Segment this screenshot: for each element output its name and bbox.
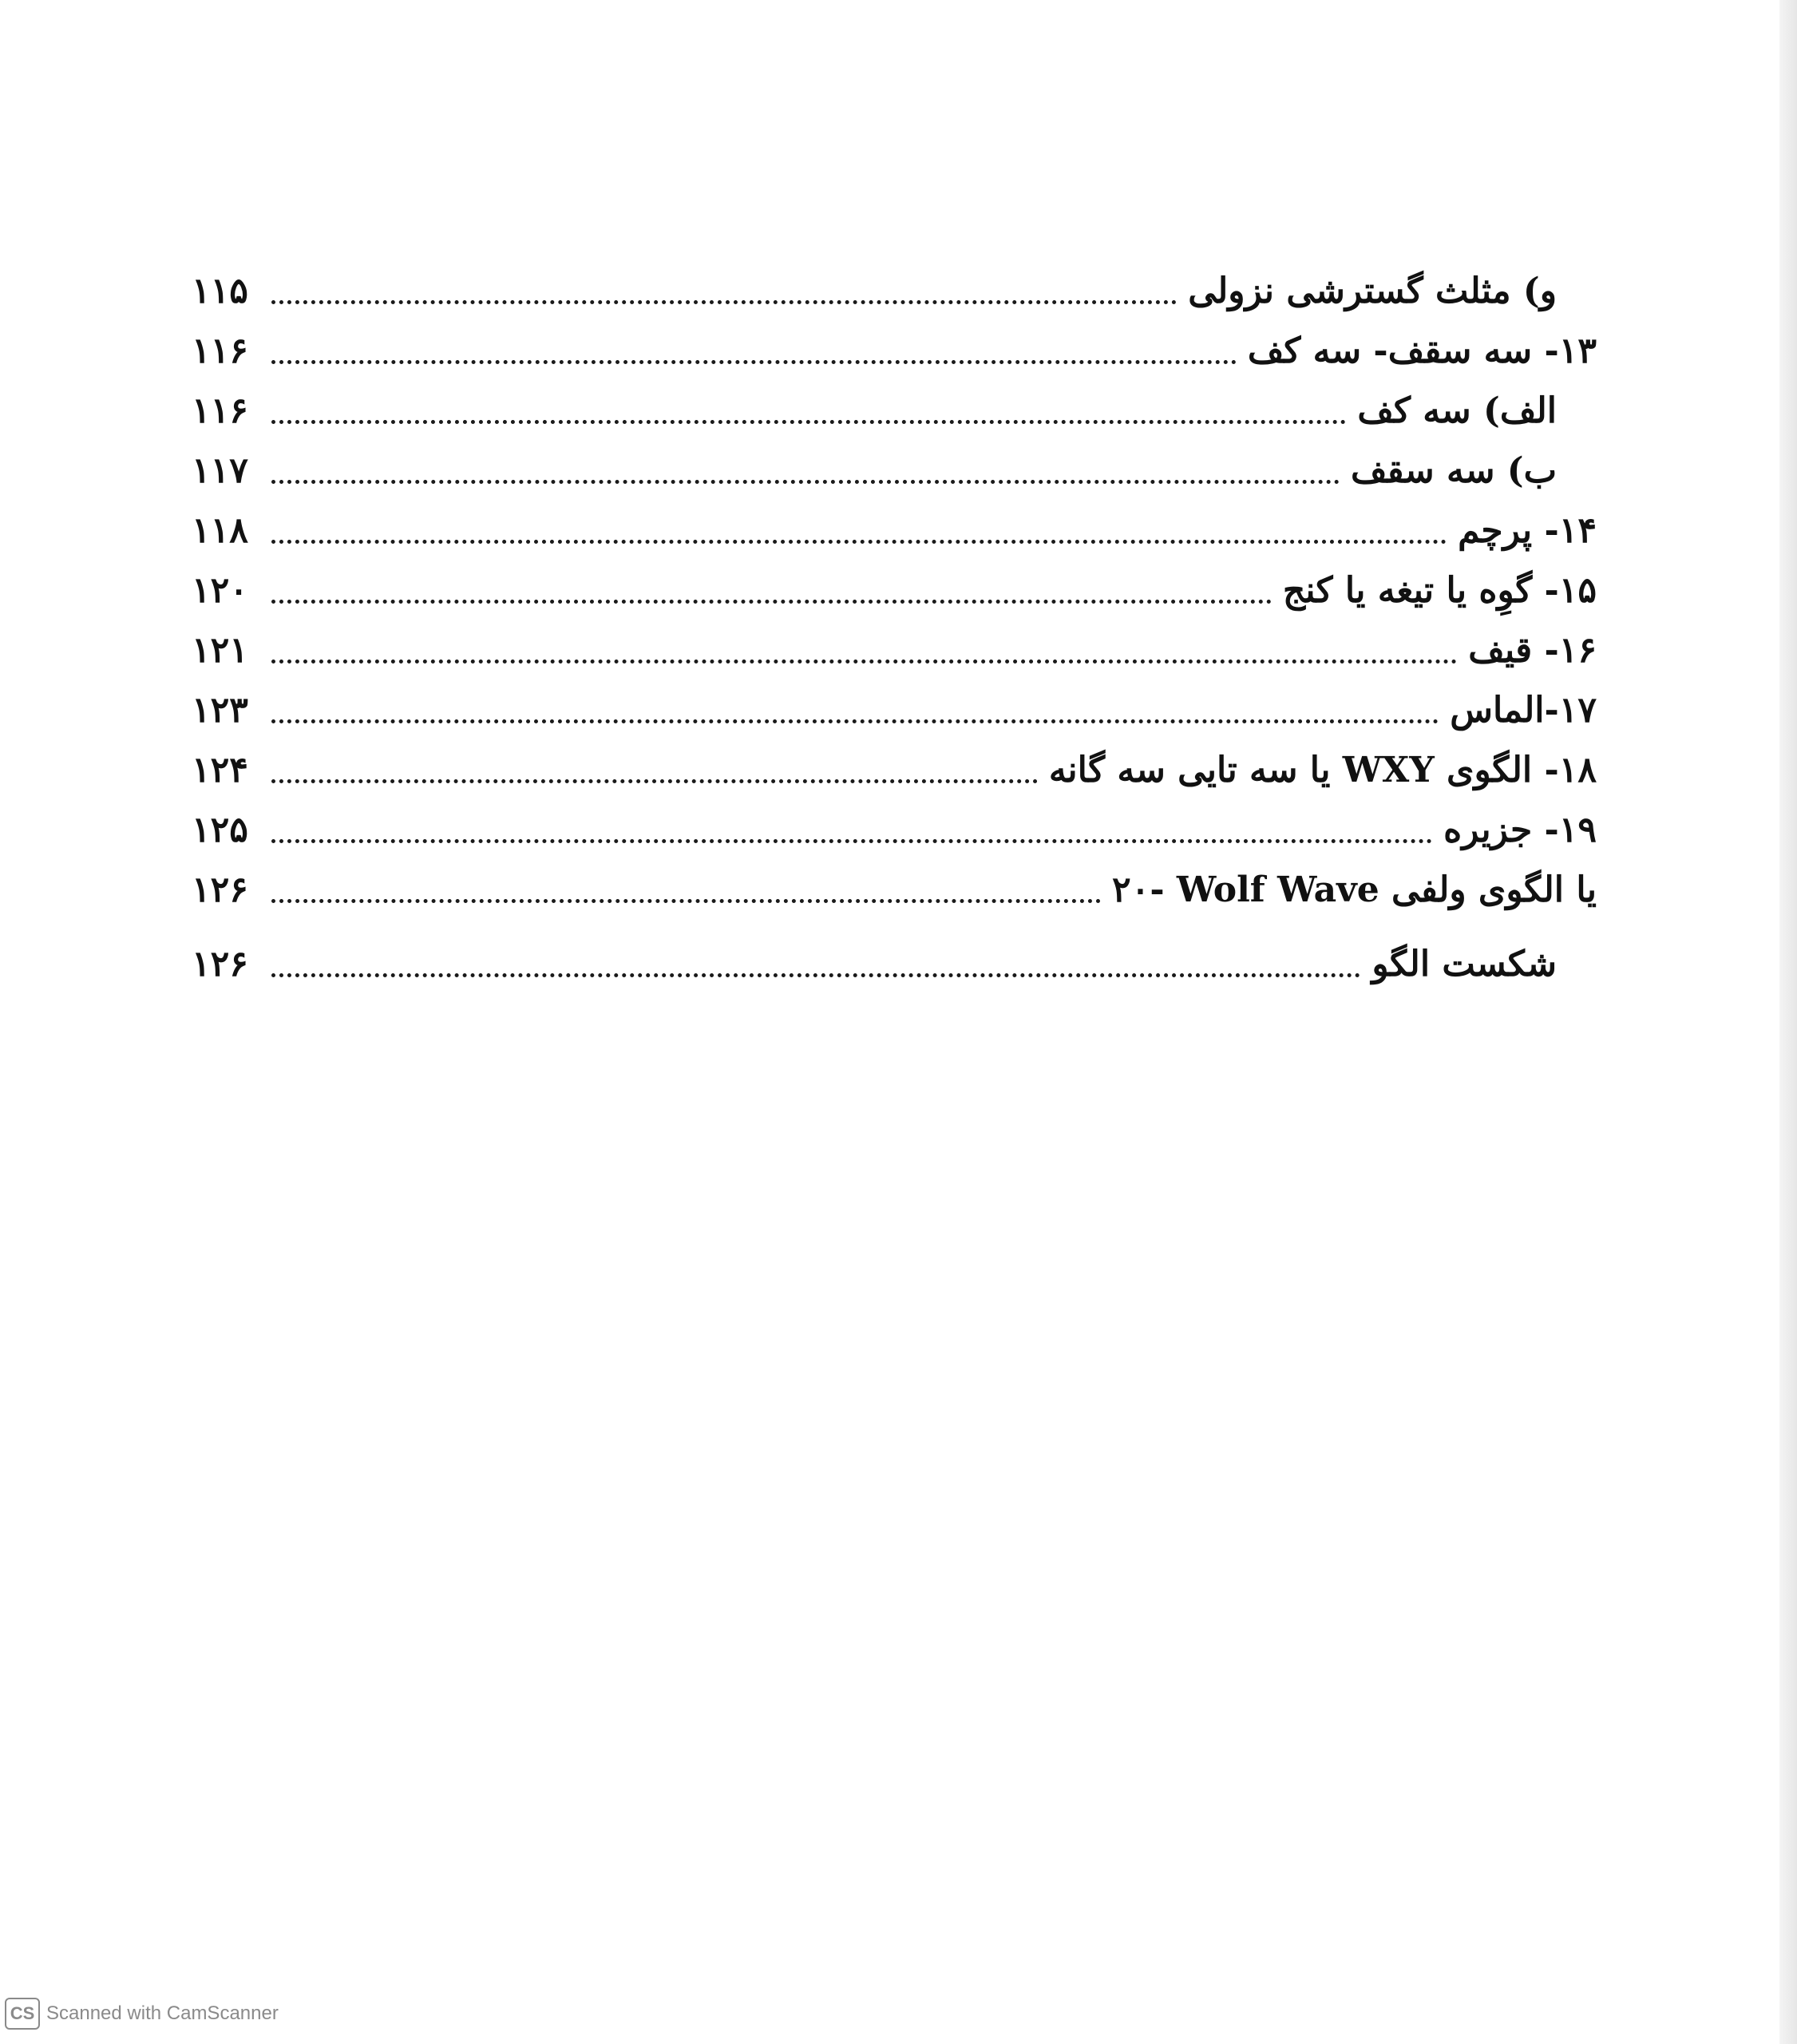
dot-leader bbox=[271, 779, 1038, 783]
toc-entry-wedge bbox=[192, 555, 1597, 615]
toc-entry-title: ب) سه سقف bbox=[1350, 450, 1557, 491]
dot-leader bbox=[271, 660, 1457, 664]
toc-page-number: ۱۲۵ bbox=[192, 810, 248, 850]
dot-leader bbox=[271, 480, 1340, 484]
toc-entry-wolf-wave bbox=[192, 854, 1597, 914]
dot-leader bbox=[271, 600, 1272, 604]
toc-page-number: ۱۲۶ bbox=[192, 944, 248, 984]
dot-leader bbox=[271, 839, 1432, 843]
toc-entry-title: و) مثلث گسترشی نزولی bbox=[1188, 271, 1557, 311]
toc-page-number: ۱۱۶ bbox=[192, 390, 248, 431]
toc-entry-title: ۱۴- پرچم bbox=[1458, 510, 1597, 551]
toc-entry-triple-top-bottom bbox=[192, 315, 1597, 375]
toc-entry-triple-bottom bbox=[192, 375, 1597, 435]
toc-page-number: ۱۲۴ bbox=[192, 750, 248, 790]
dot-leader bbox=[271, 540, 1447, 544]
toc-entry-funnel bbox=[192, 615, 1597, 675]
toc-entry-diamond bbox=[192, 675, 1597, 735]
toc-entry-pattern-breakout bbox=[192, 929, 1597, 988]
toc-entry-title: ۱۸- الگوی WXY یا سه تایی سه گانه bbox=[1048, 750, 1597, 790]
toc-page-number: ۱۱۸ bbox=[192, 510, 248, 551]
toc-entry-descending-broadening-triangle bbox=[192, 256, 1597, 315]
toc-page-number: ۱۲۳ bbox=[192, 690, 248, 731]
camscanner-logo-icon: CS bbox=[5, 1998, 40, 2030]
toc-entry-island bbox=[192, 794, 1597, 854]
dot-leader bbox=[271, 973, 1360, 977]
toc-entry-flag bbox=[192, 495, 1597, 555]
toc-entry-title: ۱۵- گوِه یا تیغه یا کنج bbox=[1282, 570, 1597, 611]
toc-page-number: ۱۱۵ bbox=[192, 271, 248, 311]
table-of-contents bbox=[192, 256, 1597, 988]
dot-leader bbox=[271, 300, 1177, 304]
toc-entry-title: ۱۶- قیف bbox=[1468, 630, 1597, 671]
watermark-text: Scanned with CamScanner bbox=[46, 2002, 279, 2024]
toc-entry-title: ۱۳- سه سقف- سه کف bbox=[1247, 331, 1597, 371]
dot-leader bbox=[271, 719, 1439, 723]
toc-entry-triple-top bbox=[192, 435, 1597, 495]
toc-entry-wxy-pattern bbox=[192, 735, 1597, 794]
dot-leader bbox=[271, 420, 1346, 424]
toc-entry-title: شکست الگو bbox=[1371, 944, 1557, 984]
toc-page-number: ۱۱۶ bbox=[192, 331, 248, 371]
toc-entry-title: ۱۷-الماس bbox=[1450, 690, 1597, 731]
camscanner-watermark bbox=[5, 1998, 279, 2030]
toc-entry-title: الف) سه کف bbox=[1357, 390, 1557, 431]
page-edge-shadow bbox=[1779, 0, 1797, 2044]
toc-page-number: ۱۲۰ bbox=[192, 570, 248, 611]
toc-page-number: ۱۲۱ bbox=[192, 630, 248, 671]
dot-leader bbox=[271, 899, 1101, 903]
toc-entry-title: ۱۹- جزیره bbox=[1443, 810, 1597, 850]
toc-page-number: ۱۱۷ bbox=[192, 450, 248, 491]
dot-leader bbox=[271, 360, 1237, 364]
toc-entry-title: ۲۰- Wolf Wave یا الگوی ولفی bbox=[1112, 869, 1597, 910]
toc-page-number: ۱۲۶ bbox=[192, 869, 248, 910]
